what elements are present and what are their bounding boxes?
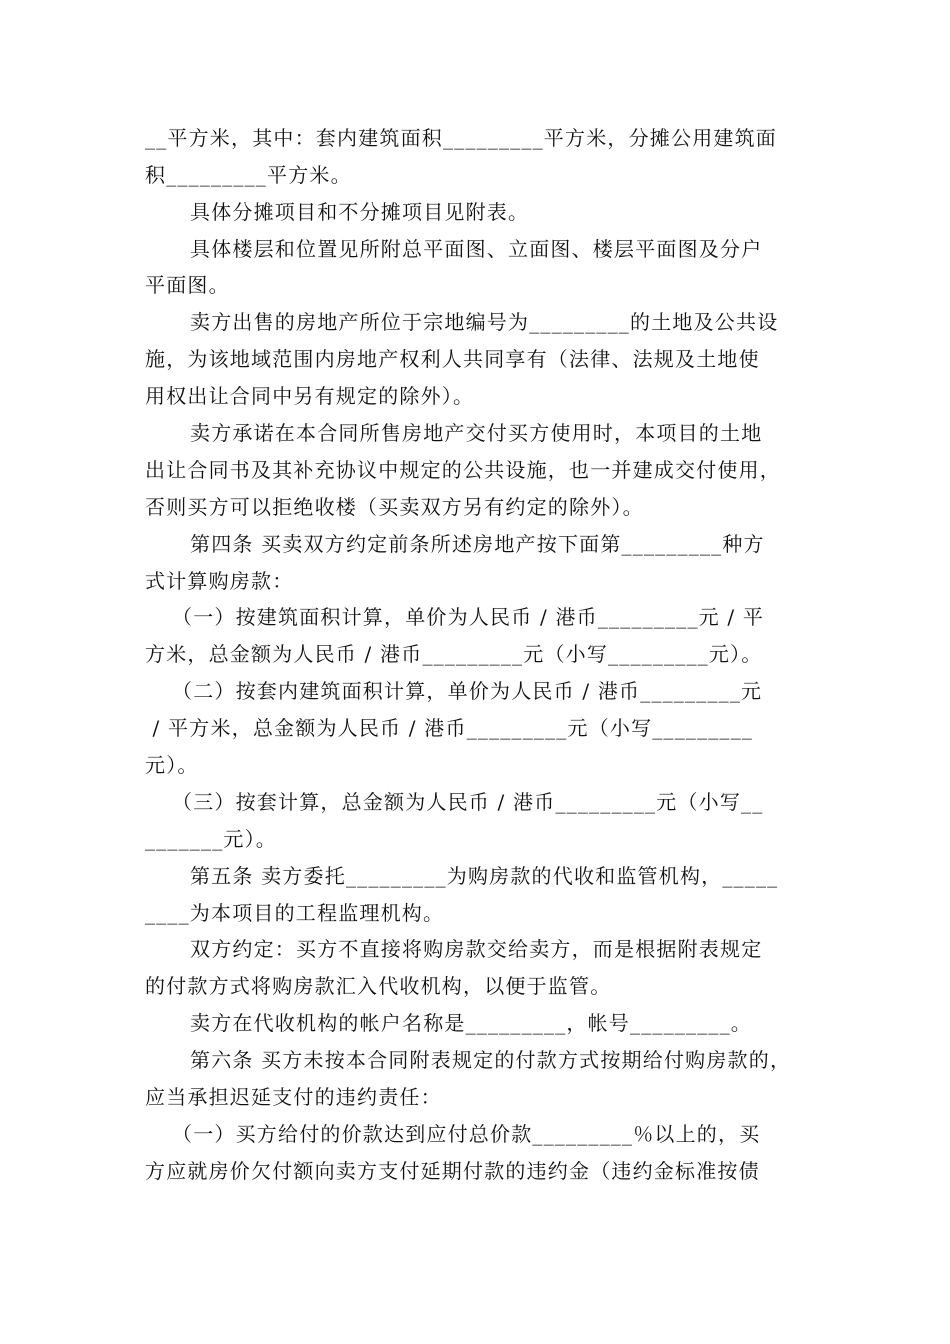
text-line: __平方米，其中：套内建筑面积_________平方米，分摊公用建筑面 (145, 126, 777, 150)
text-line: 平面图。 (145, 273, 230, 297)
text-line: 式计算购房款： (145, 569, 294, 593)
text-line: 卖方在代收机构的帐户名称是_________，帐号_________。 (190, 1011, 752, 1035)
text-line: 双方约定：买方不直接将购房款交给卖方，而是根据附表规定 (190, 937, 763, 961)
text-line: 方米，总金额为人民币 / 港币_________元（小写_________元）。 (145, 642, 763, 666)
text-line: 第五条 卖方委托_________为购房款的代收和监管机构，_____ (190, 864, 779, 888)
text-line: 元）。 (145, 753, 199, 777)
text-line: 应当承担迟延支付的违约责任： (145, 1085, 442, 1109)
text-line: _______元）。 (145, 827, 277, 851)
text-line: 具体楼层和位置见所附总平面图、立面图、楼层平面图及分户 (190, 237, 763, 261)
text-line: （一）买方给付的价款达到应付总价款_________％以上的，买 (172, 1122, 761, 1146)
text-line: 卖方出售的房地产所位于宗地编号为_________的土地及公共设 (190, 310, 779, 334)
text-line: 施，为该地域范围内房地产权利人共同享有（法律、法规及土地使 (145, 347, 760, 371)
text-line: 第六条 买方未按本合同附表规定的付款方式按期给付购房款的， (190, 1048, 792, 1072)
text-line: 积_________平方米。 (145, 163, 352, 187)
text-line: 否则买方可以拒绝收楼（买卖双方另有约定的除外）。 (145, 495, 644, 519)
text-line: 卖方承诺在本合同所售房地产交付买方使用时，本项目的土地 (190, 421, 763, 445)
text-line: （二）按套内建筑面积计算，单价为人民币 / 港币_________元 (172, 679, 763, 703)
text-line: 出让合同书及其补充协议中规定的公共设施，也一并建成交付使用， (145, 458, 781, 482)
text-line: 方应就房价欠付额向卖方支付延期付款的违约金（违约金标准按债 (145, 1159, 760, 1183)
text-line: 用权出让合同中另有规定的除外）。 (145, 384, 475, 408)
text-line: 的付款方式将购房款汇入代收机构，以便于监管。 (145, 974, 612, 998)
text-line: / 平方米，总金额为人民币 / 港币_________元（小写_________ (145, 716, 754, 740)
text-line: 第四条 买卖双方约定前条所述房地产按下面第_________种方 (190, 532, 765, 556)
text-line: 具体分摊项目和不分摊项目见附表。 (190, 200, 530, 224)
text-line: ____为本项目的工程监理机构。 (145, 901, 445, 925)
text-line: （三）按套计算，总金额为人民币 / 港币_________元（小写__ (172, 790, 764, 814)
text-line: （一）按建筑面积计算，单价为人民币 / 港币_________元 / 平 (172, 605, 765, 629)
